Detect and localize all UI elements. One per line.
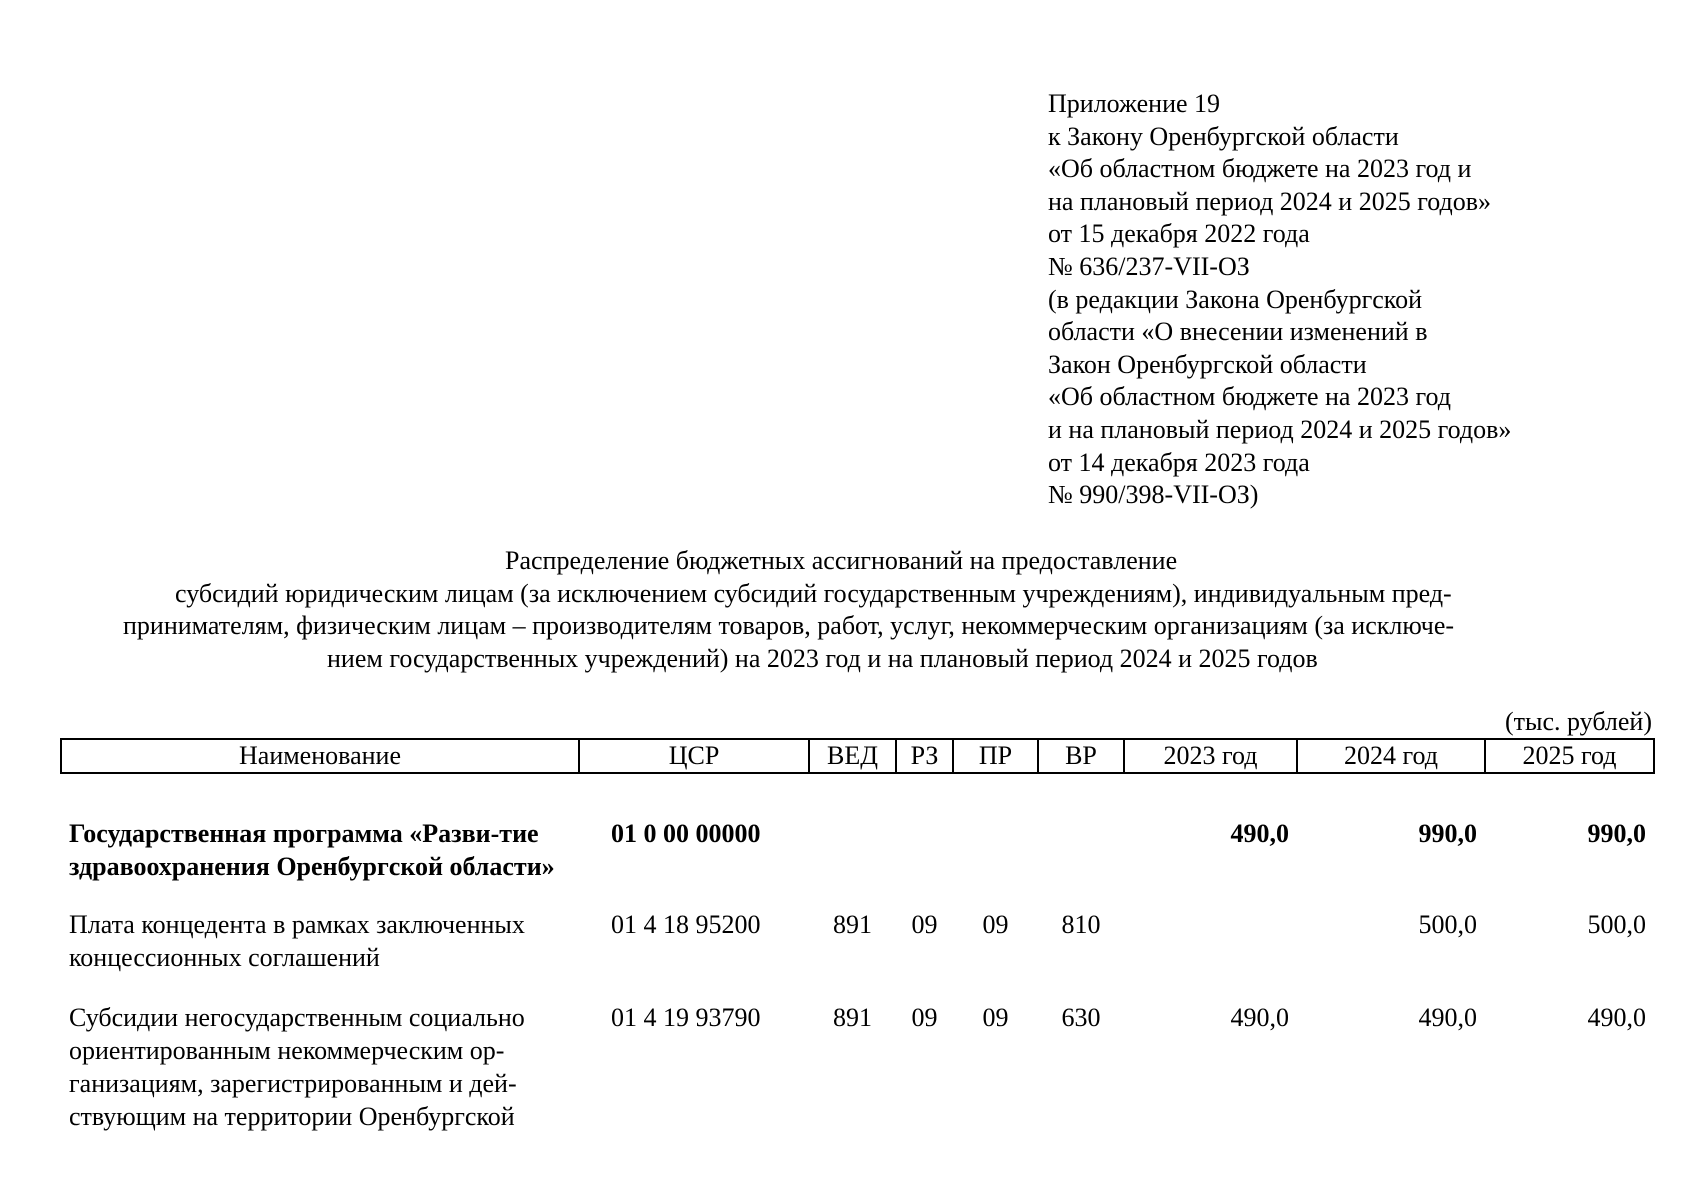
appendix-line: области «О внесении изменений в [1048,317,1428,347]
row-ved: 891 [833,910,872,939]
column-header-csr: ЦСР [579,739,809,773]
row-ved: 891 [833,1003,872,1032]
appendix-line: «Об областном бюджете на 2023 год и [1048,154,1472,184]
title-line: принимателям, физическим лицам – производителям товаров, работ, услуг, некоммерческим организациям (за исключе- [123,611,1455,640]
row-2025: 500,0 [1587,910,1646,939]
appendix-line: Закон Оренбургской области [1048,349,1367,379]
row-2025: 490,0 [1587,1003,1646,1032]
row-2024: 490,0 [1418,1003,1477,1032]
row-rz [896,773,953,894]
row-name: Субсидии негосударственным социально ориентированным некоммерческим ор-ганизациям, зарегистрированным и дей-ствующим на территории Оренбургской [69,1003,525,1131]
appendix-line: № 990/398-VII-ОЗ) [1048,480,1259,510]
row-2024: 500,0 [1418,910,1477,939]
row-2023 [1124,894,1297,987]
column-header-pr: ПР [953,739,1038,773]
row-name: Плата концедента в рамках заключенных концессионных соглашений [69,910,525,972]
appendix-line: «Об областном бюджете на 2023 год [1048,382,1451,412]
appendix-line: № 636/237-VII-ОЗ [1048,251,1250,281]
title-line: Распределение бюджетных ассигнований на предоставление [505,546,1178,575]
table-row [61,987,1654,1133]
row-pr [953,773,1038,894]
column-header-ved: ВЕД [809,739,896,773]
appendix-line: от 15 декабря 2022 года [1048,219,1310,249]
row-ved [809,773,896,894]
column-header-2024: 2024 год [1297,739,1485,773]
column-header-name: Наименование [61,739,579,773]
table-row [61,773,1654,894]
title-line: субсидий юридическим лицам (за исключением субсидий государственным учреждениям), индивидуальным пред- [175,578,1452,608]
appendix-line: (в редакции Закона Оренбургской [1048,284,1423,314]
appendix-line: Приложение 19 [1048,89,1221,118]
row-vr [1038,773,1124,894]
row-2023: 490,0 [1230,819,1289,848]
row-rz: 09 [911,910,938,939]
appendix-line: к Закону Оренбургской области [1048,121,1399,151]
row-2023: 490,0 [1230,1003,1289,1032]
title-line: нием государственных учреждений) на 2023 год и на плановый период 2024 и 2025 годов [327,643,1318,673]
appendix-line: на плановый период 2024 и 2025 годов» [1048,186,1491,216]
row-vr: 630 [1061,1003,1101,1032]
column-header-rz: РЗ [896,739,953,773]
table-row [61,894,1654,987]
row-rz: 09 [911,1003,938,1032]
appendix-line: и на плановый период 2024 и 2025 годов» [1048,414,1512,444]
budget-table [60,738,1655,1133]
units-label: (тыс. рублей) [1504,707,1652,736]
row-2025: 990,0 [1587,819,1646,848]
appendix-line: от 14 декабря 2023 года [1048,447,1310,477]
row-csr: 01 4 18 95200 [611,910,761,939]
row-name: Государственная программа «Разви-тие здравоохранения Оренбургской области» [69,819,555,881]
row-pr: 09 [982,910,1009,939]
row-pr: 09 [982,1003,1009,1032]
column-header-2025: 2025 год [1485,739,1654,773]
row-2024: 990,0 [1418,819,1477,848]
row-vr: 810 [1061,910,1101,939]
column-header-2023: 2023 год [1124,739,1297,773]
column-header-vr: ВР [1038,739,1124,773]
appendix-block [1048,88,1511,512]
row-csr: 01 4 19 93790 [611,1003,761,1032]
row-csr: 01 0 00 00000 [611,819,761,848]
table-header-row [61,739,1654,773]
